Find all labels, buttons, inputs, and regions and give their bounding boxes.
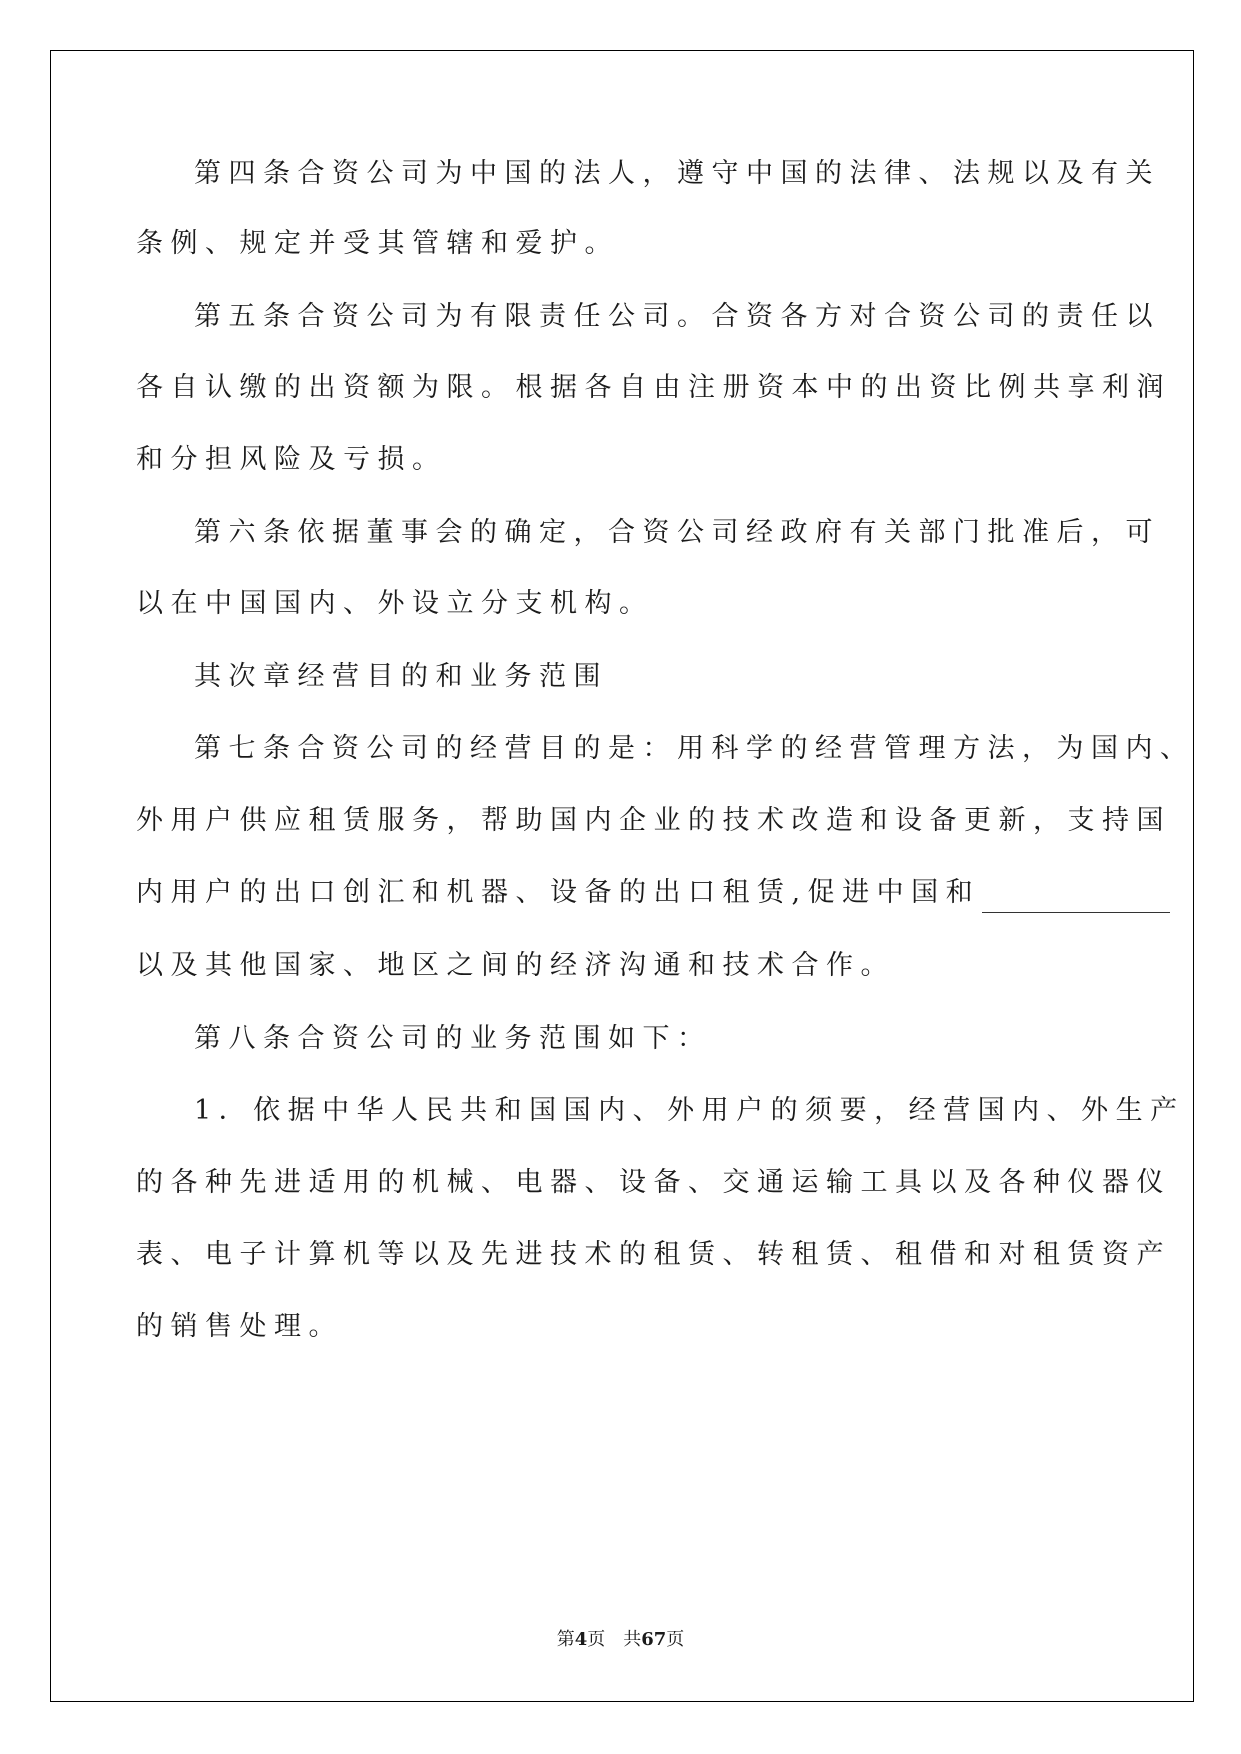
article-4-line-1: 第四条合资公司为中国的法人，遵守中国的法律、法规以及有关 [194, 158, 1160, 189]
article-5-line-3: 和分担风险及亏损。 [136, 444, 447, 475]
article-7-line-2: 外用户供应租赁服务，帮助国内企业的技术改造和设备更新，支持国 [136, 805, 1171, 836]
footer-total-pages: 67 [641, 1629, 667, 1650]
article-7-line-3-text: 内用户的出口创汇和机器、设备的出口租赁,促进中国和 [136, 877, 981, 908]
article-5-line-1: 第五条合资公司为有限责任公司。合资各方对合资公司的责任以 [194, 301, 1160, 332]
article-4-line-2: 条例、规定并受其管辖和爱护。 [136, 228, 619, 259]
item-1-line-1: 1．依据中华人民共和国国内、外用户的须要，经营国内、外生产 [194, 1095, 1185, 1126]
fill-in-blank [982, 886, 1170, 913]
footer-current-page: 4 [574, 1629, 588, 1650]
article-7-line-4: 以及其他国家、地区之间的经济沟通和技术合作。 [136, 950, 895, 981]
footer-mid: 页 共 [587, 1629, 642, 1650]
article-8-line-1: 第八条合资公司的业务范围如下： [194, 1023, 712, 1054]
footer-suffix: 页 [666, 1629, 685, 1650]
article-5-line-2: 各自认缴的出资额为限。根据各自由注册资本中的出资比例共享利润 [136, 372, 1171, 403]
chapter-2-title: 其次章经营目的和业务范围 [194, 661, 608, 692]
footer-prefix: 第 [556, 1629, 575, 1650]
item-1-line-4: 的销售处理。 [136, 1311, 343, 1342]
item-1-line-2: 的各种先进适用的机械、电器、设备、交通运输工具以及各种仪器仪 [136, 1167, 1171, 1198]
page-footer [0, 1628, 1241, 1652]
article-6-line-1: 第六条依据董事会的确定，合资公司经政府有关部门批准后，可 [194, 517, 1160, 548]
item-1-line-3: 表、电子计算机等以及先进技术的租赁、转租赁、租借和对租赁资产 [136, 1239, 1171, 1270]
article-6-line-2: 以在中国国内、外设立分支机构。 [136, 588, 654, 619]
article-7-line-1: 第七条合资公司的经营目的是：用科学的经营管理方法，为国内、 [194, 733, 1195, 764]
article-7-line-3 [136, 873, 1170, 913]
